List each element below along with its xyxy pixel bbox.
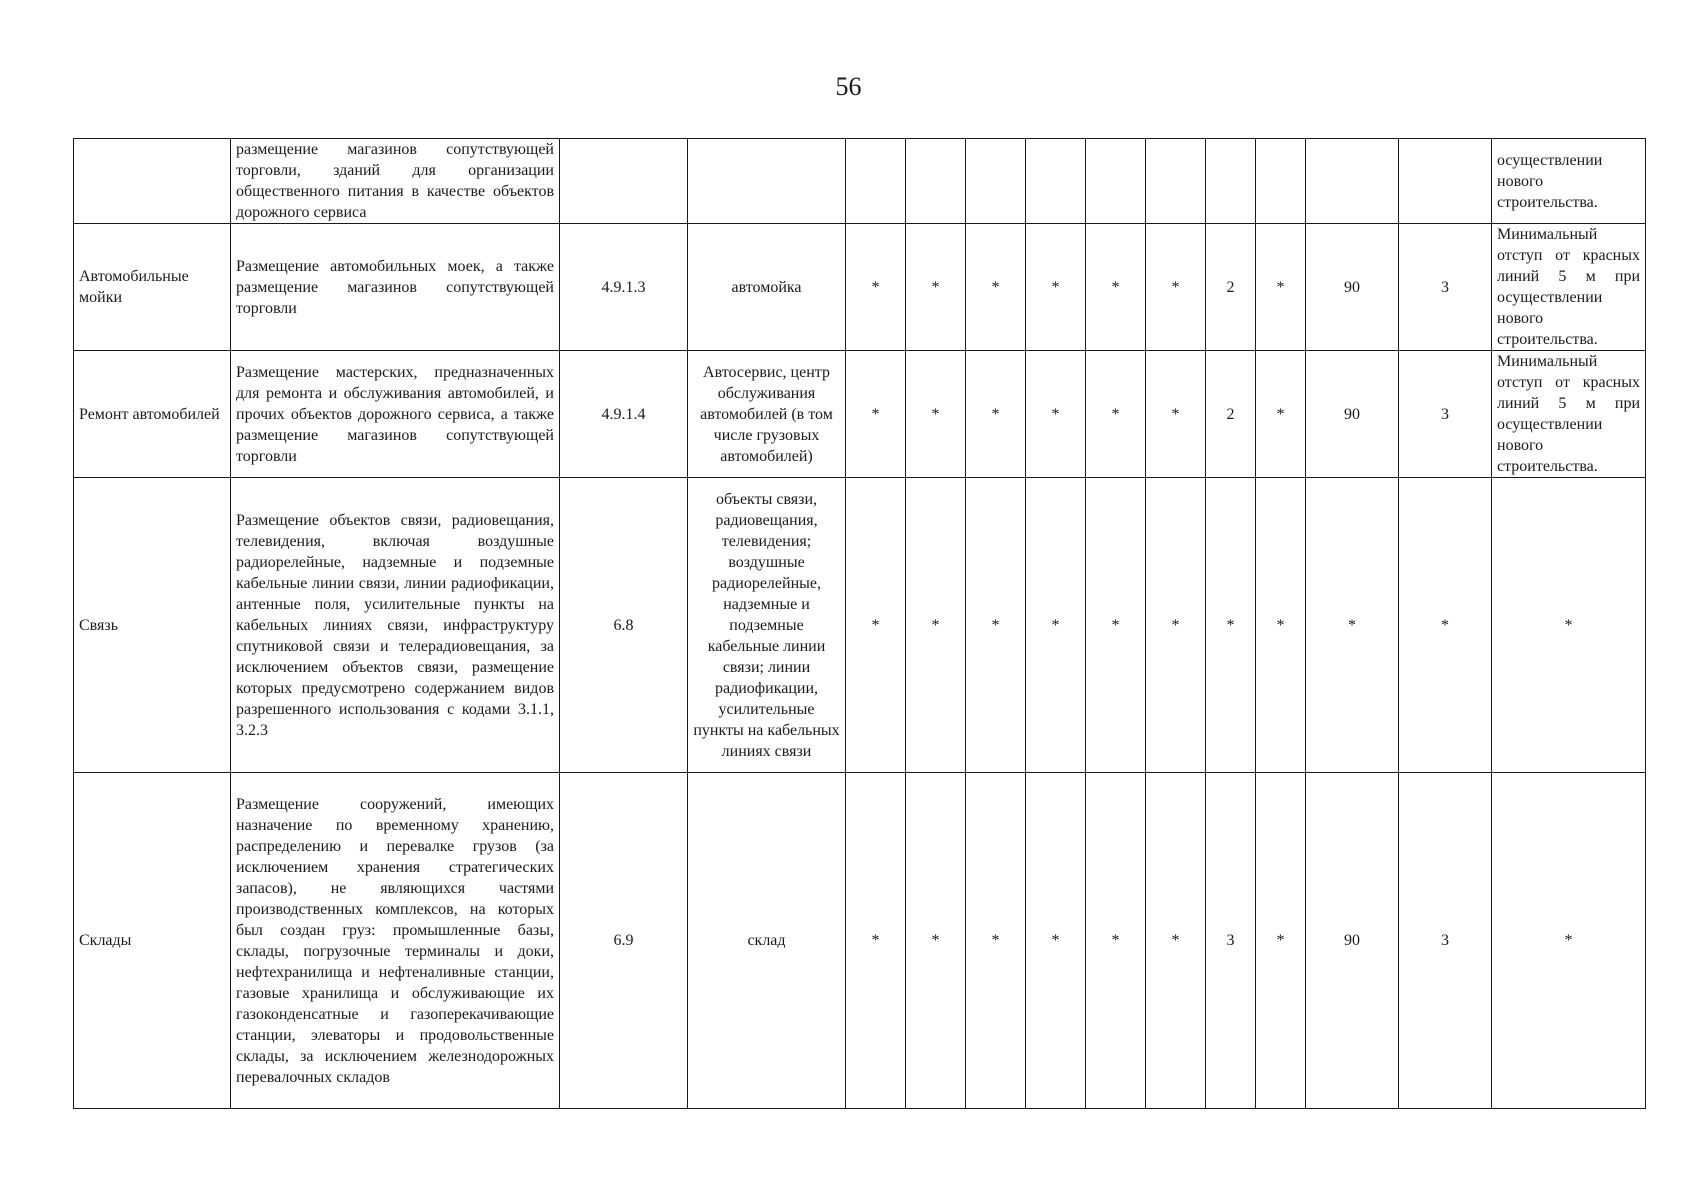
cell-param-3: *: [966, 224, 1026, 351]
cell-name: Связь: [74, 478, 231, 773]
cell-param-4: [1026, 139, 1086, 224]
cell-param-9: 90: [1306, 351, 1399, 478]
cell-param-5: *: [1086, 351, 1146, 478]
cell-param-1: *: [846, 478, 906, 773]
table-row: [74, 773, 1646, 1109]
cell-param-5: *: [1086, 478, 1146, 773]
cell-param-8: *: [1256, 224, 1306, 351]
cell-param-10: *: [1399, 478, 1492, 773]
cell-param-2: [906, 139, 966, 224]
cell-param-3: *: [966, 773, 1026, 1109]
cell-param-10: 3: [1399, 224, 1492, 351]
cell-kind: автомойка: [688, 224, 846, 351]
cell-name: [74, 139, 231, 224]
cell-kind: объекты связи, радиовещания, телевидения; воздушные радиорелейные, надземные и подземные кабельные линии связи; линии радиофикации, усилительные пункты на кабельных линиях связи: [688, 478, 846, 773]
cell-param-1: *: [846, 351, 906, 478]
cell-name: Автомобильные мойки: [74, 224, 231, 351]
cell-param-1: *: [846, 224, 906, 351]
table-row: [74, 351, 1646, 478]
cell-param-10: 3: [1399, 351, 1492, 478]
cell-param-4: *: [1026, 773, 1086, 1109]
cell-note: *: [1492, 478, 1646, 773]
cell-param-2: *: [906, 224, 966, 351]
cell-description: Размещение объектов связи, радиовещания, телевидения, включая воздушные радиорелейные, надземные и подземные кабельные линии связи, линии радиофикации, антенные поля, усилительные пункты на кабельных линиях связи, инфраструктуру спутниковой связи и телерадиовещания, за исключением объектов связи, размещение которых предусмотрено содержанием видов разрешенного использования с кодами 3.1.1, 3.2.3: [231, 478, 560, 773]
cell-param-8: *: [1256, 351, 1306, 478]
cell-param-7: 3: [1206, 773, 1256, 1109]
cell-param-3: [966, 139, 1026, 224]
page-number: 56: [835, 72, 862, 101]
cell-param-3: *: [966, 478, 1026, 773]
cell-description: Размещение автомобильных моек, а также размещение магазинов сопутствующей торговли: [231, 224, 560, 351]
table-row: [74, 139, 1646, 224]
cell-note: Минимальный отступ от красных линий 5 м при осуществлении нового строительства.: [1492, 351, 1646, 478]
cell-kind: Автосервис, центр обслуживания автомобилей (в том числе грузовых автомобилей): [688, 351, 846, 478]
cell-code: 4.9.1.4: [560, 351, 688, 478]
cell-param-10: [1399, 139, 1492, 224]
cell-name: Склады: [74, 773, 231, 1109]
cell-name: Ремонт автомобилей: [74, 351, 231, 478]
cell-kind: [688, 139, 846, 224]
cell-param-8: [1256, 139, 1306, 224]
zoning-table: [73, 138, 1646, 1109]
cell-note: *: [1492, 773, 1646, 1109]
cell-param-8: *: [1256, 773, 1306, 1109]
cell-code: 6.8: [560, 478, 688, 773]
cell-param-4: *: [1026, 351, 1086, 478]
cell-param-9: *: [1306, 478, 1399, 773]
cell-param-7: *: [1206, 478, 1256, 773]
cell-param-9: 90: [1306, 224, 1399, 351]
cell-note: осуществлении нового строительства.: [1492, 139, 1646, 224]
cell-param-7: [1206, 139, 1256, 224]
cell-param-6: *: [1146, 773, 1206, 1109]
cell-description: Размещение сооружений, имеющих назначение по временному хранению, распределению и перевалке грузов (за исключением хранения стратегических запасов), не являющихся частями производственных комплексов, на которых был создан груз: промышленные базы, склады, погрузочные терминалы и доки, нефтехранилища и нефтеналивные станции, газовые хранилища и обслуживающие их газоконденсатные и газоперекачивающие станции, элеваторы и продовольственные склады, за исключением железнодорожных перевалочных складов: [231, 773, 560, 1109]
cell-param-2: *: [906, 773, 966, 1109]
cell-param-1: [846, 139, 906, 224]
cell-param-5: *: [1086, 773, 1146, 1109]
cell-param-10: 3: [1399, 773, 1492, 1109]
cell-param-7: 2: [1206, 351, 1256, 478]
cell-code: 6.9: [560, 773, 688, 1109]
cell-param-2: *: [906, 351, 966, 478]
cell-code: 4.9.1.3: [560, 224, 688, 351]
cell-param-4: *: [1026, 478, 1086, 773]
cell-description: Размещение мастерских, предназначенных для ремонта и обслуживания автомобилей, и прочих объектов дорожного сервиса, а также размещение магазинов сопутствующей торговли: [231, 351, 560, 478]
table-row: [74, 224, 1646, 351]
cell-param-6: *: [1146, 224, 1206, 351]
cell-param-7: 2: [1206, 224, 1256, 351]
cell-param-2: *: [906, 478, 966, 773]
cell-code: [560, 139, 688, 224]
cell-param-8: *: [1256, 478, 1306, 773]
table-row: [74, 478, 1646, 773]
cell-kind: склад: [688, 773, 846, 1109]
cell-param-9: 90: [1306, 773, 1399, 1109]
cell-param-1: *: [846, 773, 906, 1109]
cell-param-5: [1086, 139, 1146, 224]
cell-param-5: *: [1086, 224, 1146, 351]
cell-param-6: *: [1146, 351, 1206, 478]
cell-note: Минимальный отступ от красных линий 5 м при осуществлении нового строительства.: [1492, 224, 1646, 351]
cell-param-6: [1146, 139, 1206, 224]
cell-param-4: *: [1026, 224, 1086, 351]
cell-param-9: [1306, 139, 1399, 224]
cell-description: размещение магазинов сопутствующей торговли, зданий для организации общественного питания в качестве объектов дорожного сервиса: [231, 139, 560, 224]
cell-param-3: *: [966, 351, 1026, 478]
cell-param-6: *: [1146, 478, 1206, 773]
